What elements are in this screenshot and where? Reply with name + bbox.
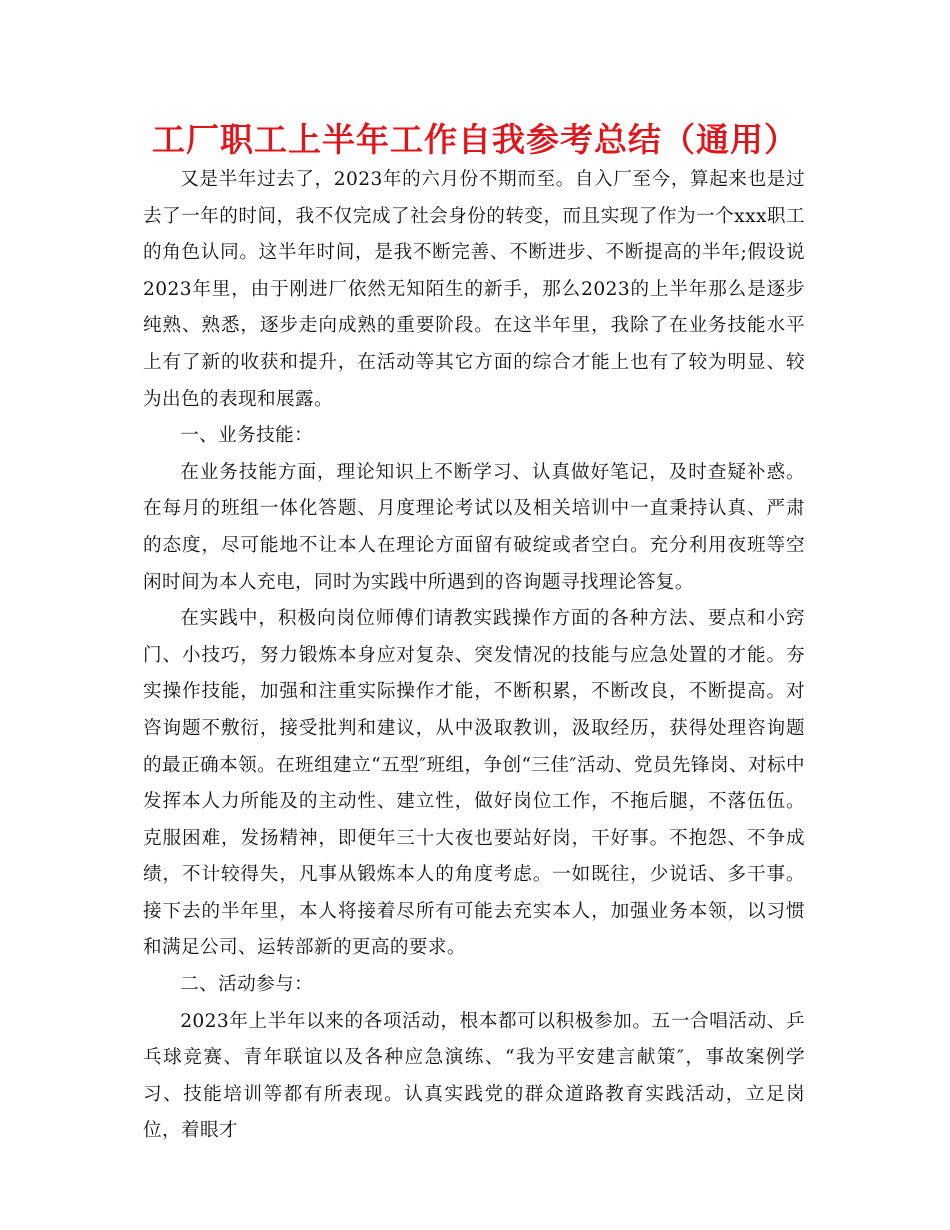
paragraph-theory: 在业务技能方面，理论知识上不断学习、认真做好笔记，及时查疑补惑。在每月的班组一体化答题、月度理论考试以及相关培训中一直秉持认真、严肃的态度，尽可能地不让本人在理论方面留有破绽或者空白。充分利用夜班等空闲时间为本人充电，同时为实践中所遇到的咨询题寻找理论答复。 xyxy=(143,461,805,593)
document-body xyxy=(143,162,805,1150)
paragraph-activities: 2023年上半年以来的各项活动，根本都可以积极参加。五一合唱活动、乒乓球竞赛、青年联谊以及各种应急演练、“我为平安建言献策″，事故案例学习、技能培训等都有所表现。认真实践党的群众道路教育实践活动，立足岗位，着眼才 xyxy=(143,1010,805,1142)
paragraph-practice: 在实践中，积极向岗位师傅们请教实践操作方面的各种方法、要点和小窍门、小技巧，努力锻炼本身应对复杂、突发情况的技能与应急处置的才能。夯实操作技能，加强和注重实际操作才能，不断积累，不断改良，不断提高。对咨询题不敷衍，接受批判和建议，从中汲取教训，汲取经历，获得处理咨询题的最正确本领。在班组建立“五型″班组，争创“三佳″活动、党员先锋岗、对标中发挥本人力所能及的主动性、建立性，做好岗位工作，不拖后腿，不落伍伍。克服困难，发扬精神，即便年三十大夜也要站好岗，干好事。不抱怨、不争成绩，不计较得失，凡事从锻炼本人的角度考虑。一如既往，少说话、多干事。接下去的半年里，本人将接着尽所有可能去充实本人，加强业务本领，以习惯和满足公司、运转部新的更高的要求。 xyxy=(143,608,805,959)
section-heading-activities: 二、活动参与： xyxy=(180,974,314,996)
section-heading-business-skills: 一、业务技能： xyxy=(180,425,314,447)
paragraph-intro: 又是半年过去了，2023年的六月份不期而至。自入厂至今，算起来也是过去了一年的时间，我不仅完成了社会身份的转变，而且实现了作为一个xxx职工的角色认同。这半年时间，是我不断完善、不断进步、不断提高的半年;假设说2023年里，由于刚进厂依然无知陌生的新手，那么2023的上半年那么是逐步纯熟、熟悉，逐步走向成熟的重要阶段。在这半年里，我除了在业务技能水平上有了新的收获和提升，在活动等其它方面的综合才能上也有了较为明显、较为出色的表现和展露。 xyxy=(143,169,805,410)
document-title: 工厂职工上半年工作自我参考总结（通用） xyxy=(152,120,798,159)
